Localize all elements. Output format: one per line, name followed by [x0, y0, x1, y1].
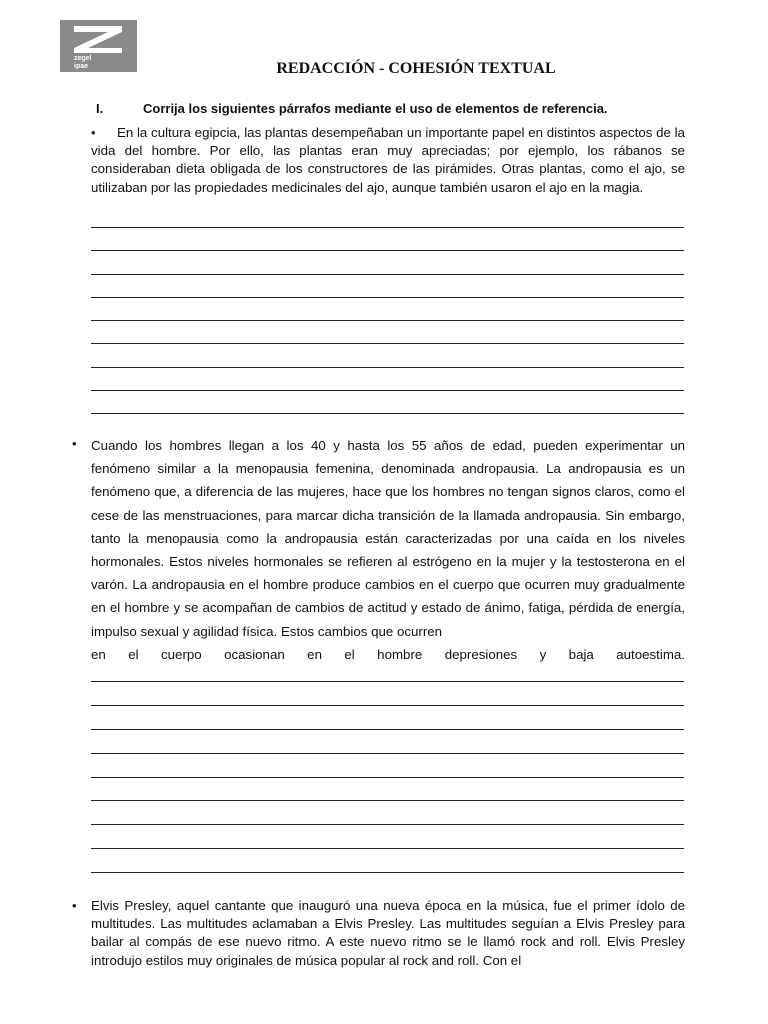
answer-lines-2: [91, 681, 684, 896]
answer-line[interactable]: [91, 297, 684, 298]
bullet-icon: •: [72, 436, 77, 451]
logo-text-ipae: ipae: [74, 63, 89, 70]
answer-line[interactable]: [91, 413, 684, 414]
answer-line[interactable]: [91, 729, 684, 730]
answer-line[interactable]: [91, 274, 684, 275]
answer-line[interactable]: [91, 753, 684, 754]
paragraph-1-text: En la cultura egipcia, las plantas desempeñaban un importante papel en distintos aspectos de la vida del hombre. Por ello, las plantas eran muy apreciadas; por ejemplo, los rábanos se consideraban dieta obligada de los constructores de las pirámides. Otras plantas, como el ajo, se utilizaban por las propiedades medicinales del ajo, aunque también usaron el ajo en la magia.: [91, 125, 685, 195]
section-number: I.: [96, 101, 104, 116]
answer-line[interactable]: [91, 705, 684, 706]
answer-line[interactable]: [91, 343, 684, 344]
section-heading: [96, 101, 608, 116]
answer-lines-1: [91, 227, 684, 437]
answer-line[interactable]: [91, 681, 684, 682]
answer-line[interactable]: [91, 390, 684, 391]
answer-line[interactable]: [91, 800, 684, 801]
paragraph-egyptian-plants: [91, 124, 685, 197]
section-heading-text: Corrija los siguientes párrafos mediante el uso de elementos de referencia.: [143, 101, 608, 116]
bullet-icon: •: [91, 125, 96, 140]
paragraph-3-text: Elvis Presley, aquel cantante que inauguró una nueva época en la música, fue el primer ídolo de multitudes. Las multitudes aclamaban a Elvis Presley. Las multitudes seguían a Elvis Presley para bailar al compás de ese nuevo ritmo. A este nuevo ritmo se le llamó rock and roll. Elvis Presley introdujo estilos muy originales de música popular al rock and roll. Con el: [91, 898, 685, 968]
answer-line[interactable]: [91, 872, 684, 873]
page-title: REDACCIÓN - COHESIÓN TEXTUAL: [276, 60, 556, 77]
paragraph-andropausia: [91, 434, 685, 666]
answer-line[interactable]: [91, 227, 684, 228]
answer-line[interactable]: [91, 777, 684, 778]
paragraph-elvis-presley: [91, 897, 685, 970]
logo-text-zegel: zegel: [74, 55, 92, 62]
paragraph-2-text: Cuando los hombres llegan a los 40 y hasta los 55 años de edad, pueden experimentar un fenómeno similar a la menopausia femenina, denominada andropausia. La andropausia es un fenómeno que, a diferencia de las mujeres, hace que los hombres no tengan signos claros, como el cese de las menstruaciones, para marcar dicha transición de la llamada andropausia. Sin embargo, tanto la menopausia como la andropausia están caracterizadas por una caída en los niveles hormonales. Estos niveles hormonales se refieren al estrógeno en la mujer y la testosterona en el varón. La andropausia en el hombre produce cambios en el cuerpo que ocurren muy gradualmente en el hombre y se acompañan de cambios de actitud y estado de ánimo, fatiga, pérdida de energía, impulso sexual y agilidad física. Estos cambios que ocurren: [91, 438, 685, 639]
answer-line[interactable]: [91, 848, 684, 849]
answer-line[interactable]: [91, 250, 684, 251]
answer-line[interactable]: [91, 320, 684, 321]
bullet-icon: •: [72, 898, 77, 913]
paragraph-2-last-line: en el cuerpo ocasionan en el hombre depresiones y baja autoestima.: [91, 646, 685, 662]
answer-line[interactable]: [91, 824, 684, 825]
answer-line[interactable]: [91, 367, 684, 368]
